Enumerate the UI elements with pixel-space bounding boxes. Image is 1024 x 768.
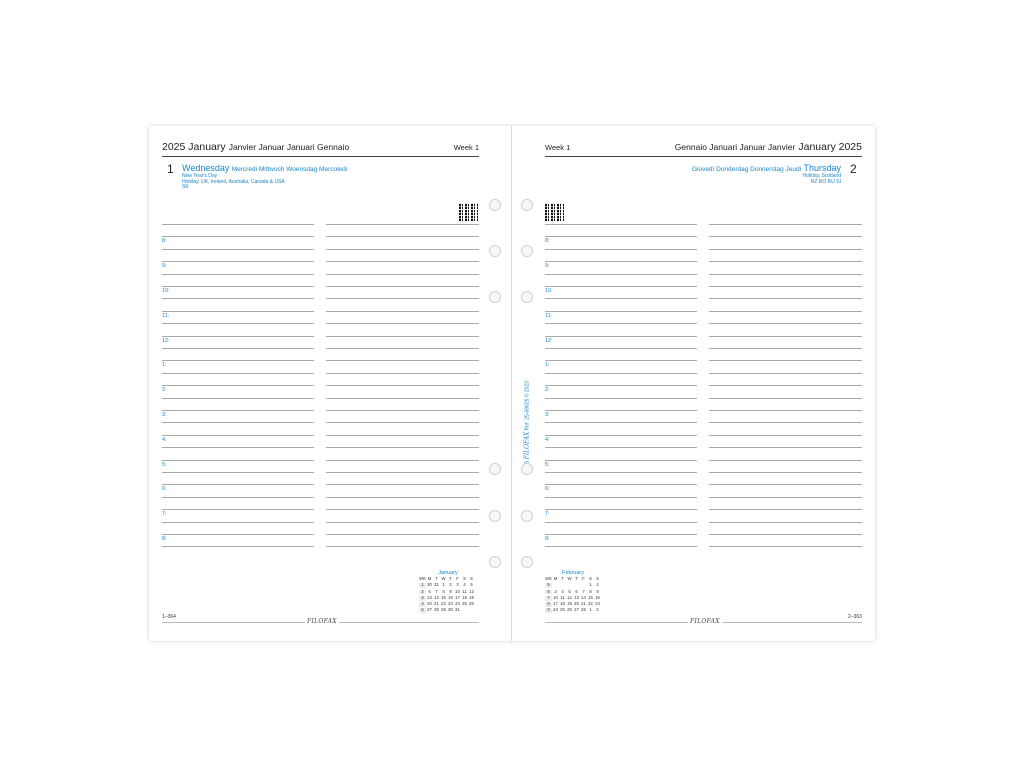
ruled-line [162, 261, 314, 262]
hour-label: 4: [545, 436, 550, 443]
ruled-line [326, 447, 479, 448]
right-title-main: January 2025 [798, 141, 862, 153]
ruled-line [709, 373, 862, 374]
ruled-line [709, 249, 862, 250]
ruled-line [326, 360, 479, 361]
left-day-sub: Mercredi Mittwoch Woensdag Mercoledì [231, 166, 348, 173]
mini-calendar-day: 7 [582, 588, 585, 594]
ruled-line [162, 497, 314, 498]
left-page-number: 1–364 [162, 614, 176, 620]
mini-calendar-day: 10 [553, 594, 558, 600]
mini-calendar-header: M [427, 576, 432, 581]
punch-hole-icon [489, 463, 501, 475]
ruled-line [545, 336, 697, 337]
ruled-line [162, 472, 314, 473]
hour-label: 12: [162, 337, 170, 344]
mini-calendar-day: 26 [567, 607, 572, 613]
hour-label: 1: [162, 362, 167, 369]
hour-label: 11: [545, 312, 553, 319]
mini-calendar-day [580, 583, 587, 588]
mini-calendar-day: 28 [581, 607, 586, 613]
hour-label: 3: [545, 412, 550, 418]
ruled-line [709, 422, 862, 423]
mini-calendar-day [573, 583, 580, 588]
ruled-line [326, 398, 479, 399]
ruled-line [162, 236, 314, 237]
mini-calendar-header: T [435, 576, 438, 581]
punch-hole-icon [521, 510, 533, 522]
left-qr-code-icon [459, 203, 478, 222]
punch-hole-icon [521, 291, 533, 303]
mini-calendar-day: 15 [441, 594, 446, 600]
mini-calendar-day [566, 583, 573, 588]
mini-calendar-day: 6 [428, 588, 431, 594]
punch-hole-icon [521, 199, 533, 211]
right-header [545, 139, 862, 157]
mini-calendar-day: 2 [449, 582, 452, 588]
mini-calendar-week-number: 4 [419, 602, 426, 607]
ruled-line [545, 298, 697, 299]
mini-calendar-day: 30 [427, 582, 432, 588]
ruled-line [326, 472, 479, 473]
mini-calendar-day: 12 [469, 588, 474, 594]
mini-calendar-header: S [470, 576, 473, 581]
mini-calendar-day: 13 [574, 594, 579, 600]
ruled-line [545, 236, 697, 237]
ruled-line [326, 348, 479, 349]
left-title-main: 2025 January [162, 141, 226, 153]
ruled-line [326, 261, 479, 262]
left-column-2 [326, 224, 479, 560]
ruled-line [709, 410, 862, 411]
mini-calendar-day: 31 [455, 607, 460, 613]
mini-calendar-day: 4 [463, 582, 466, 588]
spine-ref: Ref: 25-68625 © 2023 [524, 381, 531, 431]
mini-calendar-day: 28 [434, 607, 439, 613]
mini-calendar-day: 27 [574, 607, 579, 613]
ruled-line [162, 385, 314, 386]
ruled-line [709, 447, 862, 448]
mini-calendar-day [559, 583, 566, 588]
mini-calendar-header: S [589, 576, 592, 581]
ruled-line [545, 522, 697, 523]
left-day-name [182, 163, 348, 173]
left-day-main: Wednesday [182, 163, 230, 173]
ruled-line [709, 472, 862, 473]
right-title-sub: Gennaio Januari Januar Janvier [674, 142, 796, 152]
punch-hole-icon [489, 245, 501, 257]
ruled-line [709, 360, 862, 361]
right-month-title [675, 141, 862, 153]
ruled-line [545, 534, 697, 535]
ruled-line [326, 509, 479, 510]
right-mini-calendar-grid [545, 577, 603, 613]
mini-calendar-day: 23 [595, 601, 600, 607]
ruled-line [545, 311, 697, 312]
ruled-line [326, 274, 479, 275]
ruled-line [545, 435, 697, 436]
spine-reference [524, 381, 531, 467]
hour-label: 10: [545, 288, 553, 294]
punch-hole-icon [489, 556, 501, 568]
mini-calendar-header: F [456, 576, 459, 581]
mini-calendar-week-number: 5 [545, 583, 552, 588]
mini-calendar-day: 20 [427, 601, 432, 607]
left-note: SK [182, 184, 189, 191]
hour-label: 2: [545, 387, 550, 394]
mini-calendar-day: 15 [588, 594, 593, 600]
hour-label: 8: [162, 238, 167, 245]
mini-calendar-day: 31 [434, 582, 439, 588]
mini-calendar-day: 23 [448, 601, 453, 607]
mini-calendar-day: 18 [462, 594, 467, 600]
ruled-line [162, 509, 314, 510]
ruled-line [162, 311, 314, 312]
mini-calendar-day [461, 608, 468, 613]
left-header [162, 139, 479, 157]
mini-calendar-day: 19 [469, 594, 474, 600]
right-note: NZ RO RU SI [810, 178, 841, 185]
left-note: New Year's Day [182, 173, 218, 179]
mini-calendar-day: 8 [589, 588, 592, 594]
ruled-line [162, 534, 314, 535]
punch-hole-icon [521, 245, 533, 257]
punch-hole-icon [489, 510, 501, 522]
ruled-line [709, 534, 862, 535]
ruled-line [326, 385, 479, 386]
ruled-line [162, 249, 314, 250]
right-day-main: Thursday [803, 163, 841, 173]
ruled-line [545, 410, 697, 411]
ruled-line [545, 274, 697, 275]
punch-hole-icon [489, 199, 501, 211]
ruled-line [326, 323, 479, 324]
ruled-line [709, 497, 862, 498]
ruled-line [162, 435, 314, 436]
punch-hole-icon [489, 291, 501, 303]
mini-calendar-header: W [441, 576, 446, 581]
ruled-line [162, 360, 314, 361]
mini-calendar-day: 25 [462, 601, 467, 607]
hour-label: 6: [162, 486, 167, 493]
left-column-1 [162, 224, 314, 560]
ruled-line [545, 497, 697, 498]
hour-label: 8: [545, 536, 550, 542]
right-column-1 [545, 224, 697, 560]
left-title-sub: Janvier Januar Januari Gennaio [228, 142, 350, 152]
mini-calendar-day: 5 [568, 588, 571, 594]
mini-calendar-day: 8 [442, 588, 445, 594]
mini-calendar-header: S [463, 576, 466, 581]
mini-calendar-day: 21 [434, 601, 439, 607]
mini-calendar-day: 2 [596, 582, 599, 588]
ruled-line [709, 286, 862, 287]
mini-calendar-day: 14 [581, 594, 586, 600]
ruled-line [326, 435, 479, 436]
mini-calendar-day: 17 [553, 601, 558, 607]
mini-calendar-day: 5 [470, 582, 473, 588]
mini-calendar-week-number: 7 [545, 596, 552, 601]
mini-calendar-day: 19 [567, 601, 572, 607]
ruled-line [545, 398, 697, 399]
ruled-line [709, 311, 862, 312]
ruled-line [709, 435, 862, 436]
ruled-line [162, 274, 314, 275]
left-ruled-area [162, 224, 479, 560]
hour-label: 10: [162, 288, 170, 294]
ruled-line [162, 373, 314, 374]
ruled-line [326, 522, 479, 523]
left-day-number: 1 [167, 162, 174, 176]
left-footer-logo: FILOFAX [307, 618, 337, 625]
mini-calendar-day: 4 [561, 588, 564, 594]
hour-label: 9: [545, 263, 550, 270]
hour-label: 8: [162, 536, 167, 542]
mini-calendar-day: 9 [596, 588, 599, 594]
right-ruled-area [545, 224, 862, 560]
mini-calendar-week-number: 6 [545, 590, 552, 595]
ruled-line [162, 286, 314, 287]
ruled-line [709, 484, 862, 485]
ruled-line [709, 398, 862, 399]
punch-hole-icon [521, 556, 533, 568]
ruled-line [162, 298, 314, 299]
ruled-line [545, 348, 697, 349]
mini-calendar-day: 30 [448, 607, 453, 613]
mini-calendar-day: 2 [596, 607, 599, 613]
mini-calendar-header: WK [419, 576, 426, 581]
left-mini-calendar [419, 570, 477, 613]
ruled-line [545, 460, 697, 461]
mini-calendar-day: 1 [442, 582, 445, 588]
right-day-sub: Giovedì Donderdag Donnerstag Jeudi [691, 166, 802, 173]
mini-calendar-day: 10 [455, 588, 460, 594]
hour-label: 2: [162, 387, 167, 394]
ruled-line [326, 249, 479, 250]
left-page [149, 126, 512, 641]
mini-calendar-day: 7 [435, 588, 438, 594]
mini-calendar-day: 12 [567, 594, 572, 600]
ruled-line [162, 410, 314, 411]
ruled-line [709, 224, 862, 225]
left-week-label: Week 1 [453, 143, 479, 152]
mini-calendar-week-number: 9 [545, 608, 552, 613]
right-page [512, 126, 875, 641]
left-mini-calendar-grid [419, 577, 477, 613]
mini-calendar-day: 3 [554, 588, 557, 594]
mini-calendar-week-number: 5 [419, 608, 426, 613]
hour-label: 4: [162, 436, 167, 443]
left-day-notes [182, 174, 285, 191]
ruled-line [709, 509, 862, 510]
ruled-line [326, 373, 479, 374]
mini-calendar-day [468, 608, 475, 613]
diary-spread [149, 126, 875, 641]
ruled-line [326, 286, 479, 287]
right-day-name [692, 163, 841, 173]
ruled-line [709, 348, 862, 349]
ruled-line [326, 497, 479, 498]
ruled-line [162, 348, 314, 349]
ruled-line [545, 323, 697, 324]
punch-hole-icon [521, 463, 533, 475]
hour-label: 7: [162, 511, 167, 518]
ruled-line [326, 298, 479, 299]
spine-brand-logo: FILOFAX [523, 431, 531, 460]
mini-calendar-day: 6 [575, 588, 578, 594]
mini-calendar-day: 24 [553, 607, 558, 613]
ruled-line [709, 546, 862, 547]
right-week-label: Week 1 [545, 143, 571, 152]
ruled-line [709, 261, 862, 262]
mini-calendar-header: T [561, 576, 564, 581]
ruled-line [326, 311, 479, 312]
mini-calendar-day: 22 [441, 601, 446, 607]
mini-calendar-day [552, 583, 559, 588]
ruled-line [545, 447, 697, 448]
ruled-line [162, 398, 314, 399]
ruled-line [545, 261, 697, 262]
hour-label: 5: [545, 461, 550, 468]
mini-calendar-header: W [567, 576, 572, 581]
mini-calendar-day: 26 [469, 601, 474, 607]
right-day-notes [802, 174, 841, 185]
ruled-line [545, 373, 697, 374]
mini-calendar-day: 24 [455, 601, 460, 607]
ruled-line [709, 385, 862, 386]
ruled-line [326, 422, 479, 423]
ruled-line [545, 422, 697, 423]
hour-label: 3: [162, 412, 167, 418]
mini-calendar-day: 11 [462, 588, 467, 594]
mini-calendar-header: T [449, 576, 452, 581]
ruled-line [545, 385, 697, 386]
mini-calendar-day: 11 [560, 594, 565, 600]
hour-label: 9: [162, 263, 167, 270]
ruled-line [326, 236, 479, 237]
ruled-line [709, 522, 862, 523]
hour-label: 1: [545, 362, 550, 369]
right-note: Holiday, Scotland [802, 173, 841, 179]
mini-calendar-day: 9 [449, 588, 452, 594]
left-mini-calendar-title: January [438, 570, 458, 576]
ruled-line [709, 336, 862, 337]
ruled-line [326, 410, 479, 411]
ruled-line [709, 323, 862, 324]
ruled-line [162, 323, 314, 324]
mini-calendar-week-number: 8 [545, 602, 552, 607]
ruled-line [326, 336, 479, 337]
right-mini-calendar [545, 570, 603, 613]
ruled-line [326, 546, 479, 547]
mini-calendar-header: S [596, 576, 599, 581]
mini-calendar-day: 21 [581, 601, 586, 607]
ruled-line [545, 472, 697, 473]
ruled-line [545, 360, 697, 361]
ruled-line [709, 236, 862, 237]
right-footer-logo: FILOFAX [690, 618, 720, 625]
right-column-2 [709, 224, 862, 560]
ruled-line [545, 546, 697, 547]
ruled-line [326, 484, 479, 485]
ruled-line [545, 484, 697, 485]
mini-calendar-week-number: 1 [419, 583, 426, 588]
ruled-line [162, 224, 314, 225]
mini-calendar-day: 18 [560, 601, 565, 607]
ruled-line [162, 546, 314, 547]
ruled-line [326, 534, 479, 535]
left-month-title [162, 141, 349, 153]
hour-label: 12: [545, 337, 553, 344]
ruled-line [162, 460, 314, 461]
right-page-number: 2–363 [848, 614, 862, 620]
hour-label: 7: [545, 511, 550, 518]
right-day-number: 2 [850, 162, 857, 176]
mini-calendar-day: 27 [427, 607, 432, 613]
mini-calendar-day: 3 [456, 582, 459, 588]
mini-calendar-day: 14 [434, 594, 439, 600]
mini-calendar-day: 22 [588, 601, 593, 607]
mini-calendar-day: 16 [595, 594, 600, 600]
ruled-line [709, 298, 862, 299]
mini-calendar-day: 29 [441, 607, 446, 613]
mini-calendar-day: 1 [589, 582, 592, 588]
ruled-line [545, 509, 697, 510]
mini-calendar-header: T [575, 576, 578, 581]
mini-calendar-header: F [582, 576, 585, 581]
mini-calendar-week-number: 3 [419, 596, 426, 601]
right-qr-code-icon [545, 203, 564, 222]
ruled-line [326, 224, 479, 225]
mini-calendar-day: 16 [448, 594, 453, 600]
ruled-line [545, 249, 697, 250]
ruled-line [162, 522, 314, 523]
hour-label: 11: [162, 312, 170, 319]
ruled-line [709, 460, 862, 461]
ruled-line [545, 286, 697, 287]
ruled-line [162, 422, 314, 423]
hour-label: 8: [545, 238, 550, 245]
mini-calendar-week-number: 2 [419, 590, 426, 595]
mini-calendar-day: 25 [560, 607, 565, 613]
mini-calendar-day: 13 [427, 594, 432, 600]
ruled-line [162, 447, 314, 448]
mini-calendar-header: WK [545, 576, 552, 581]
ruled-line [709, 274, 862, 275]
ruled-line [545, 224, 697, 225]
right-mini-calendar-title: February [562, 570, 585, 576]
mini-calendar-day: 17 [455, 594, 460, 600]
hour-label: 6: [545, 486, 550, 493]
ruled-line [162, 336, 314, 337]
mini-calendar-day: 1 [589, 607, 592, 613]
left-note: Holiday, UK, Ireland, Australia, Canada & USA [182, 178, 285, 185]
hour-label: 5: [162, 461, 167, 468]
ruled-line [162, 484, 314, 485]
mini-calendar-day: 20 [574, 601, 579, 607]
ruled-line [326, 460, 479, 461]
mini-calendar-header: M [553, 576, 558, 581]
